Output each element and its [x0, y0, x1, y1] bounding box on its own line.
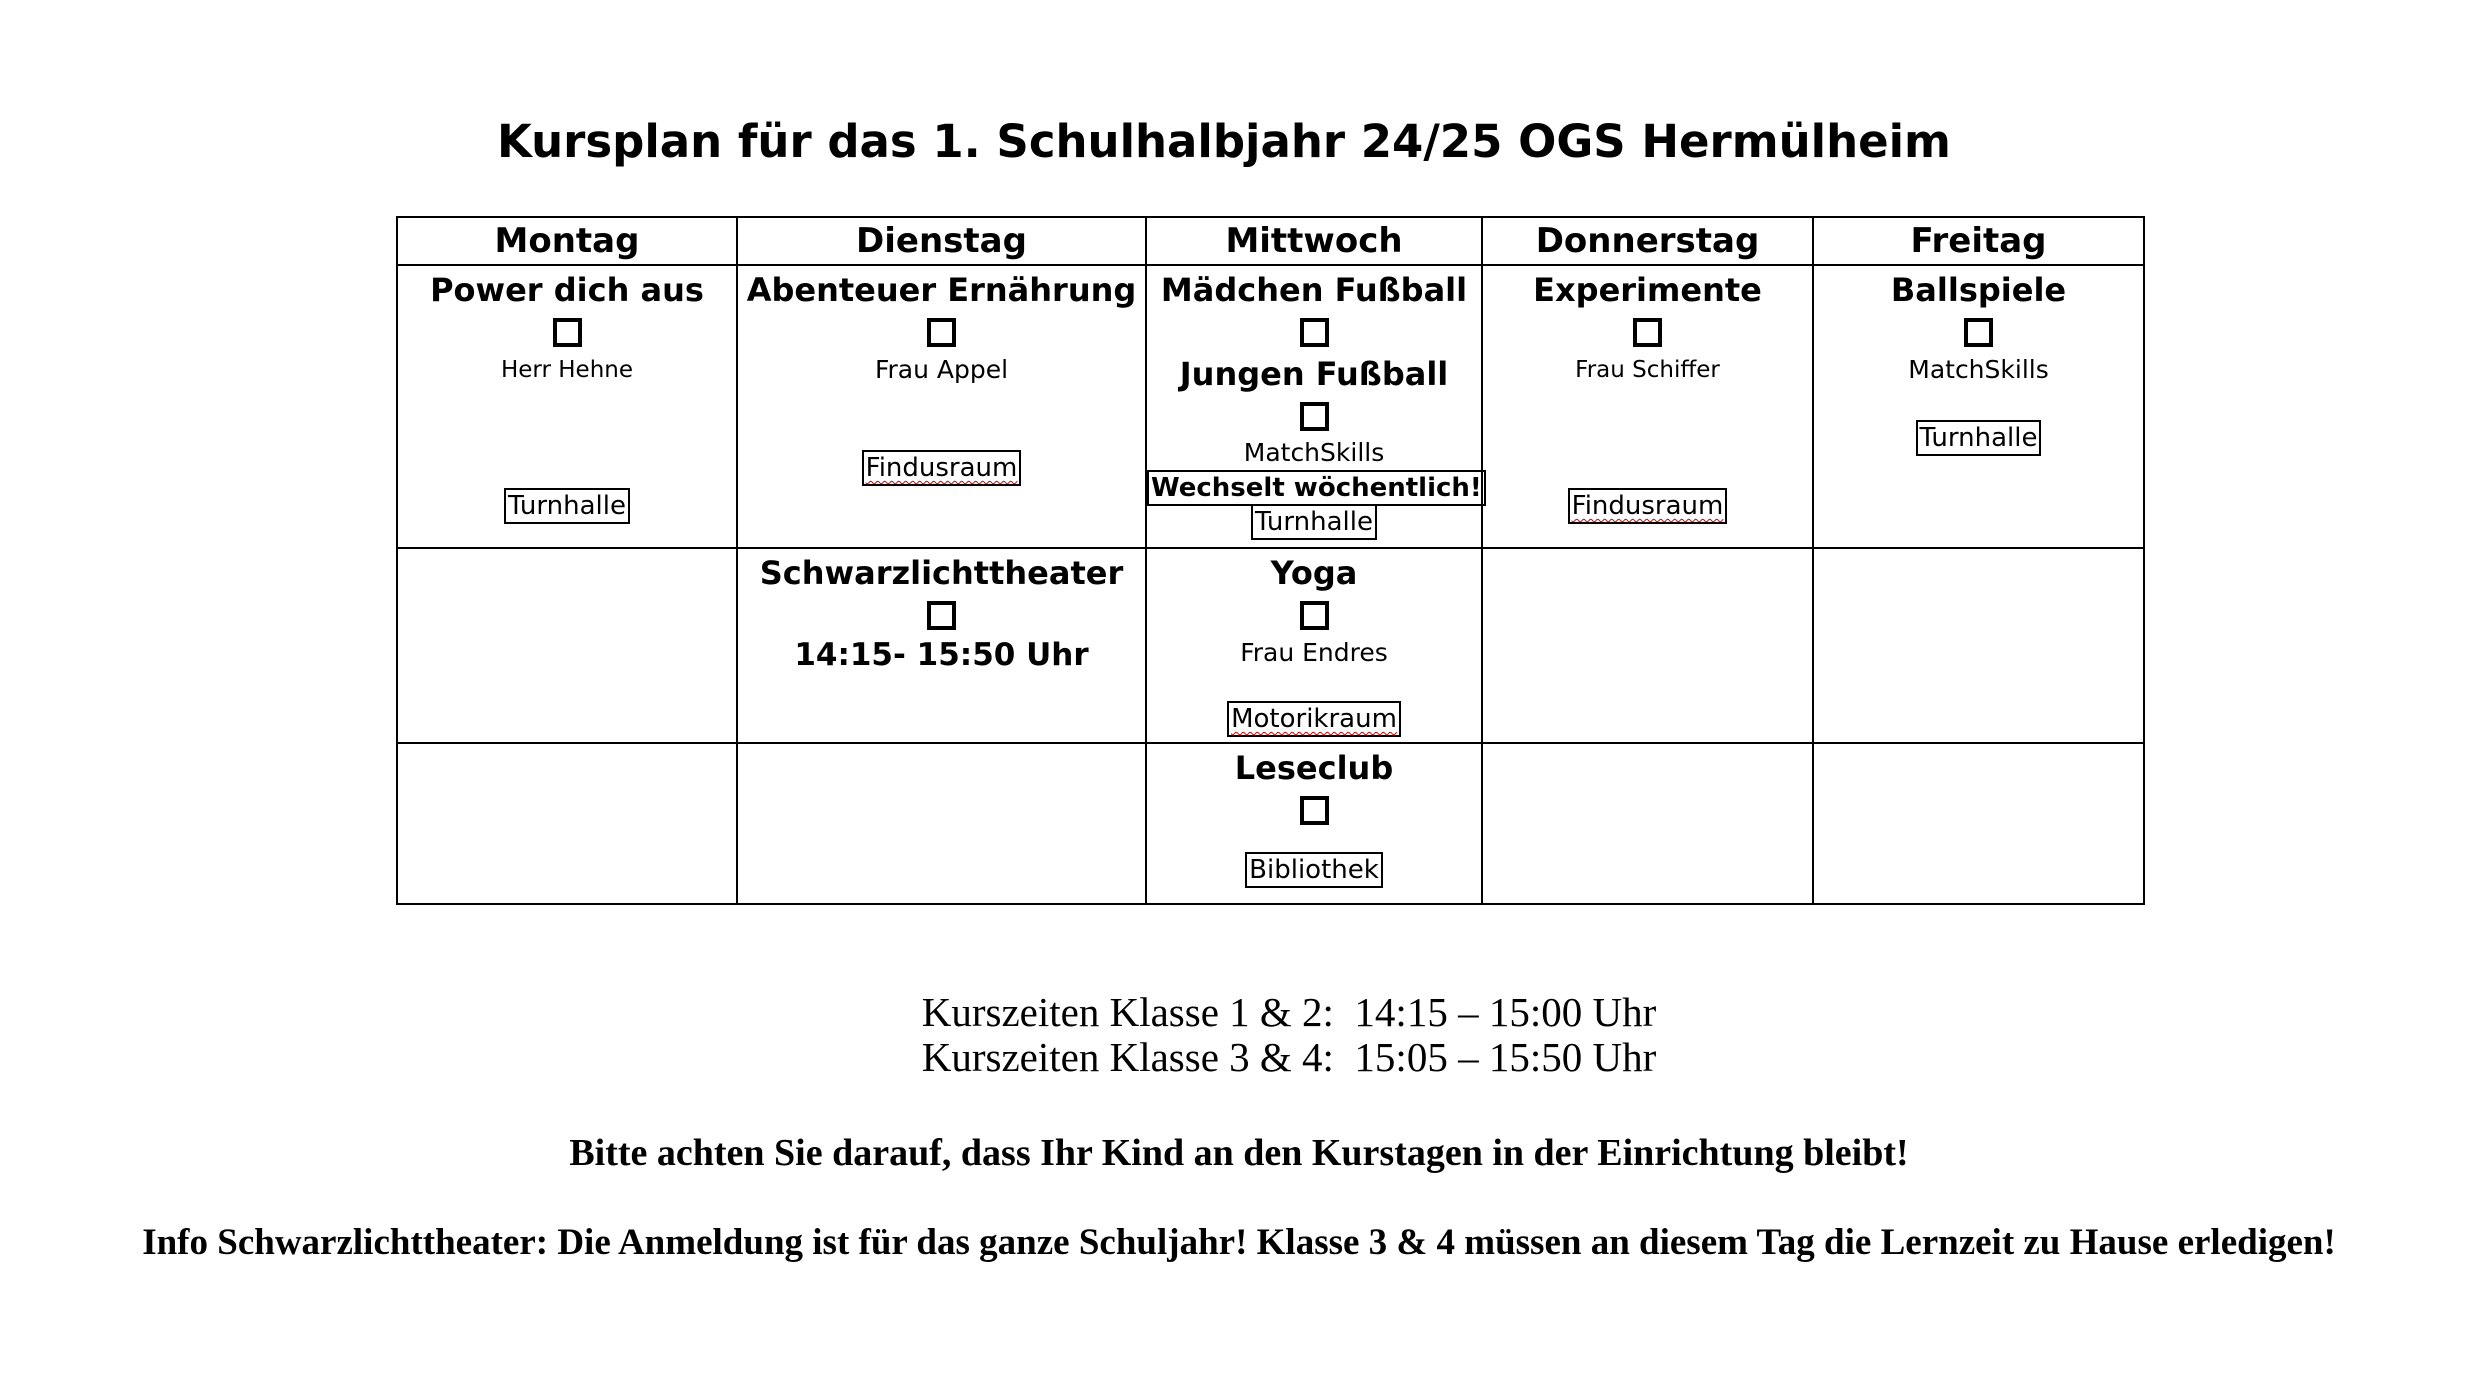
course-name: Jungen Fußball — [1179, 355, 1449, 393]
cell-mittwoch-2 — [1146, 548, 1482, 743]
day-header-montag: Montag — [397, 217, 737, 265]
course-name: Ballspiele — [1890, 271, 2067, 309]
cell-dienstag-3 — [737, 743, 1146, 904]
room-label: Turnhalle — [1916, 420, 2042, 456]
cell-montag-1 — [397, 265, 737, 548]
teacher-name: Frau Appel — [874, 355, 1009, 384]
teacher-name: MatchSkills — [1243, 438, 1385, 467]
course-name: Power dich aus — [430, 271, 704, 309]
course-time-line: Kurszeiten Klasse 3 & 4: 15:05 – 15:50 Uhr — [921, 1034, 1657, 1080]
course-time-line: Kurszeiten Klasse 1 & 2: 14:15 – 15:00 Uhr — [921, 989, 1657, 1035]
course-name: Leseclub — [1234, 749, 1394, 787]
room-label: Bibliothek — [1245, 852, 1383, 888]
checkbox-icon[interactable] — [927, 318, 956, 347]
day-header-mittwoch: Mittwoch — [1146, 217, 1482, 265]
teacher-name: MatchSkills — [1908, 355, 2049, 384]
cell-montag-3 — [397, 743, 737, 904]
course-name: Abenteuer Ernährung — [746, 271, 1137, 309]
checkbox-icon[interactable] — [553, 318, 582, 347]
course-name: Mädchen Fußball — [1160, 271, 1468, 309]
cell-montag-2 — [397, 548, 737, 743]
course-name: Schwarzlichttheater — [759, 554, 1124, 592]
course-time: 14:15- 15:50 Uhr — [794, 637, 1089, 673]
table-header-row — [397, 217, 2144, 265]
cell-donnerstag-3 — [1482, 743, 1813, 904]
room-label: Turnhalle — [1251, 506, 1377, 540]
teacher-name: Frau Schiffer — [1575, 357, 1720, 383]
cell-freitag-3 — [1813, 743, 2144, 904]
cell-dienstag-2 — [737, 548, 1146, 743]
cell-donnerstag-2 — [1482, 548, 1813, 743]
teacher-name: Herr Hehne — [500, 357, 633, 383]
checkbox-icon[interactable] — [927, 601, 956, 630]
course-name: Yoga — [1270, 554, 1358, 592]
day-header-dienstag: Dienstag — [737, 217, 1146, 265]
checkbox-icon[interactable] — [1300, 318, 1329, 347]
info-text: Info Schwarzlichttheater: Die Anmeldung ist für das ganze Schuljahr! Klasse 3 & 4 müssen an diesem Tag die Lernzeit zu Hause erledigen! — [142, 1222, 2336, 1263]
alternating-note: Wechselt wöchentlich! — [1147, 470, 1486, 506]
day-header-donnerstag: Donnerstag — [1482, 217, 1813, 265]
course-name: Experimente — [1533, 271, 1762, 309]
day-header-freitag: Freitag — [1813, 217, 2144, 265]
teacher-name: Frau Endres — [1240, 638, 1388, 667]
checkbox-icon[interactable] — [1300, 601, 1329, 630]
cell-mittwoch-1 — [1146, 265, 1482, 548]
checkbox-icon[interactable] — [1633, 318, 1662, 347]
course-schedule-table — [396, 216, 2145, 905]
cell-dienstag-1 — [737, 265, 1146, 548]
checkbox-icon[interactable] — [1300, 402, 1329, 431]
room-label: Motorikraum — [1227, 701, 1401, 737]
table-row — [397, 743, 2144, 904]
course-times — [0, 990, 2478, 1080]
cell-donnerstag-1 — [1482, 265, 1813, 548]
table-row — [397, 548, 2144, 743]
room-label: Findusraum — [1568, 488, 1728, 524]
cell-freitag-1 — [1813, 265, 2144, 548]
checkbox-icon[interactable] — [1964, 318, 1993, 347]
cell-freitag-2 — [1813, 548, 2144, 743]
room-label: Turnhalle — [504, 488, 630, 524]
page-title: Kursplan für das 1. Schulhalbjahr 24/25 OGS Hermülheim — [497, 115, 1951, 168]
warning-text: Bitte achten Sie darauf, dass Ihr Kind an den Kurstagen in der Einrichtung bleibt! — [569, 1132, 1909, 1174]
room-label: Findusraum — [862, 450, 1022, 486]
table-row — [397, 265, 2144, 548]
checkbox-icon[interactable] — [1300, 796, 1329, 825]
cell-mittwoch-3 — [1146, 743, 1482, 904]
